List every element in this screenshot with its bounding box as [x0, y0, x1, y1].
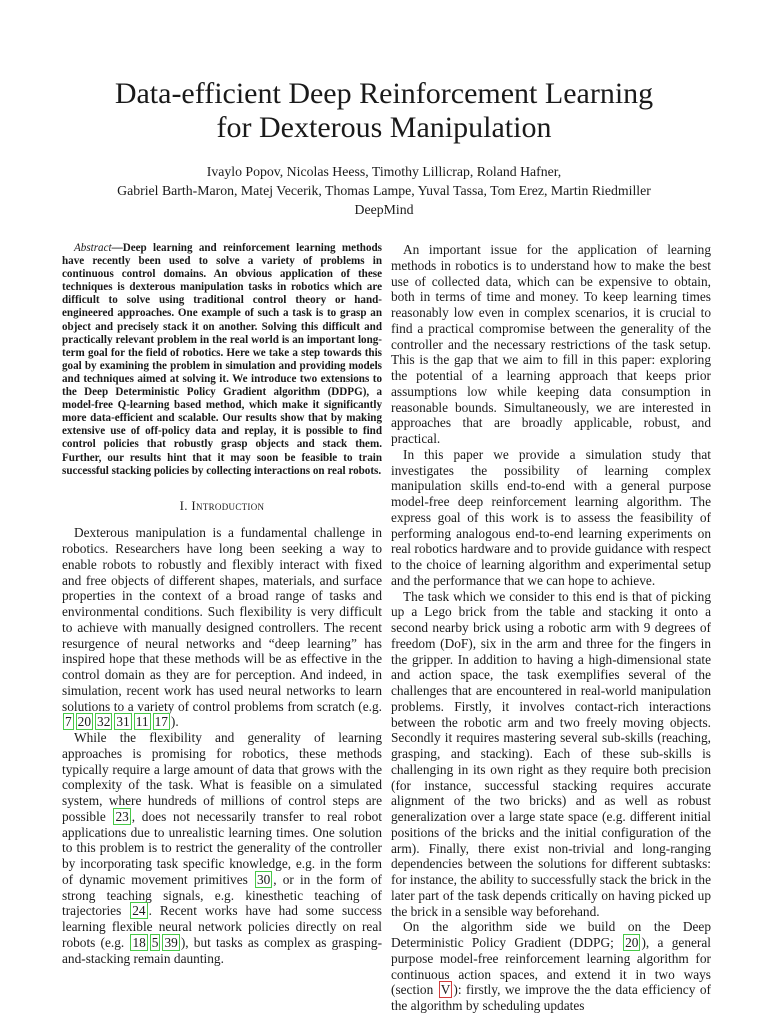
intro-paragraph-6 — [391, 919, 711, 1014]
citation-link[interactable]: 32 — [97, 714, 111, 730]
paragraph-text: , does not necessarily transfer to real robot applications due to unrealistic learning times. One solution to this problem is to restrict the generality of the controller by incorporating task specific knowledge, e.g. in the form of dynamic movement primitives — [62, 808, 382, 887]
abstract-label: Abstract — [74, 242, 112, 254]
citation-link[interactable]: 17 — [154, 714, 168, 730]
citation-link[interactable]: 18 — [132, 934, 146, 950]
affiliation: DeepMind — [354, 202, 414, 217]
title-line-1: Data-efficient Deep Reinforcement Learning — [114, 77, 654, 110]
citation-link[interactable]: 20 — [625, 935, 639, 950]
section-reference-link[interactable]: V — [440, 982, 451, 998]
citation-link[interactable]: 30 — [256, 871, 271, 887]
paragraph-text: . Recent works have had some success learning flexible neural network policies directly on real robots (e.g. — [62, 903, 382, 950]
paper-title — [40, 77, 728, 145]
intro-paragraph-3: An important issue for the application of learning methods in robotics is to understand how to make the best use of collected data, which can be expensive to obtain, both in terms of time and money. To keep learning times reasonably low even in complex scenarios, it is crucial to find a practical compromise between the generality of the controller and the necessary restrictions of the task setup. This is the gap that we aim to fill in this paper: exploring the potential of a learning approach that keeps prior assumptions low while keeping data consumption in reasonable bounds. Simultaneously, we are interested in approaches that are broadly applicable, robust, and practical. — [391, 242, 711, 446]
paragraph-text: ): firstly, we improve the the data efficiency of the algorithm by scheduling updates — [391, 982, 712, 1013]
citation-link[interactable]: 23 — [115, 808, 129, 824]
authors-line-2: Gabriel Barth-Maron, Matej Vecerik, Thomas Lampe, Yuval Tassa, Tom Erez, Martin Riedmiller — [117, 183, 651, 198]
intro-paragraph-4: In this paper we provide a simulation study that investigates the possibility of learning complex manipulation skills end-to-end with a general purpose model-free deep reinforcement learning algorithm. The express goal of this work is to assess the feasibility of performing analogous end-to-end learning experiments on real robotics hardware and to provide guidance with respect to the choice of learning algorithm and experimental setup and the performance that we can hope to achieve. — [391, 446, 711, 588]
paragraph-text: Dexterous manipulation is a fundamental challenge in robotics. Researchers have long been seeking a way to enable robots to robustly and flexibly interact with fixed and free objects of different shapes, materials, and surface properties in the context of a broad range of tasks and environmental conditions. Such flexibility is very difficult to achieve with manually designed controllers. The recent resurgence of neural networks and “deep learning” has inspired hope that these methods will be as effective in the control domain as they are for perception. And indeed, in simulation, recent work has used neural networks to learn solutions to a variety of control problems from scratch (e.g. — [62, 525, 382, 714]
abstract-text: —Deep learning and reinforcement learning methods have recently been used to solve a variety of problems in continuous control domains. An obvious application of these techniques is dexterous manipulation tasks in robotics which are difficult to solve using traditional control theory or hand-engineered approaches. One example of such a task is to grasp an object and precisely stack it on another. Solving this difficult and practically relevant problem in the real world is an important long-term goal for the field of robotics. Here we take a step towards this goal by examining the problem in simulation and providing models and techniques aimed at solving it. We introduce two extensions to the Deep Deterministic Policy Gradient algorithm (DDPG), a model-free Q-learning based method, which make it significantly more data-efficient and scalable. Our results show that by making extensive use of off-policy data and replay, it is possible to find control policies that robustly grasp objects and stack them. Further, our results hint that it may soon be feasible to train successful stacking policies by collecting interactions on real robots. — [62, 242, 382, 477]
paragraph-text: ), a general purpose model-free reinforcement learning algorithm for continuous action spaces, and extend it in two ways (section — [391, 935, 711, 998]
citation-link[interactable]: 7 — [65, 714, 72, 730]
paragraph-text: While the flexibility and generality of learning approaches is promising for robotics, these methods typically require a large amount of data that grows with the complexity of the task. What is feasible on a simulated system, where hundreds of millions of control steps are possible — [62, 730, 382, 824]
section-heading-introduction: I. Introduction — [179, 497, 265, 513]
right-column — [391, 242, 711, 1014]
paragraph-text: , or in the form of strong teaching signals, e.g. kinesthetic teaching of trajectories — [62, 871, 382, 919]
intro-paragraph-1 — [62, 525, 382, 730]
authors-line-1: Ivaylo Popov, Nicolas Heess, Timothy Lillicrap, Roland Hafner, — [206, 164, 562, 179]
citation-link[interactable]: 11 — [135, 714, 149, 730]
citation-link[interactable]: 39 — [164, 934, 178, 950]
citation-link[interactable]: 20 — [77, 714, 92, 730]
paragraph-text: On the algorithm side we build on the Deep Deterministic Policy Gradient (DDPG; — [391, 919, 711, 950]
left-column — [62, 242, 382, 966]
abstract — [62, 242, 382, 478]
title-line-2: for Dexterous Manipulation — [216, 111, 552, 144]
intro-paragraph-5: The task which we consider to this end is that of picking up a Lego brick from the table and stacking it onto a second nearby brick using a robotic arm with 9 degrees of freedom (DoF), six in the arm and three for the fingers in the gripper. In addition to having a high-dimensional state and action space, the task exemplifies several of the challenges that are encountered in real-world manipulation problems. Firstly, it involves contact-rich interactions between the robotic arm and two freely moving objects. Secondly it requires mastering several sub-skills (reaching, grasping, and stacking). Each of these sub-skills is challenging in its own right as they require both precision (for instance, successful stacking requires accurate alignment of the two bricks) and as well as robust generalization over a large state space (e.g. different initial positions of the bricks and the initial configuration of the arm). Finally, there exist non-trivial and long-ranging dependencies between the solutions for different subtasks: for instance, the ability to successfully stack the brick in the later part of the task depends critically on having picked up the brick in a sensible way beforehand. — [391, 588, 711, 919]
paragraph-text: ), but tasks as complex as grasping-and-stacking remain daunting. — [62, 934, 383, 966]
citation-link[interactable]: 31 — [116, 714, 130, 730]
paragraph-text: ). — [170, 714, 179, 730]
author-block — [40, 162, 728, 219]
citation-link[interactable]: 5 — [151, 934, 159, 950]
intro-paragraph-2 — [62, 730, 382, 966]
citation-link[interactable]: 24 — [132, 903, 146, 919]
